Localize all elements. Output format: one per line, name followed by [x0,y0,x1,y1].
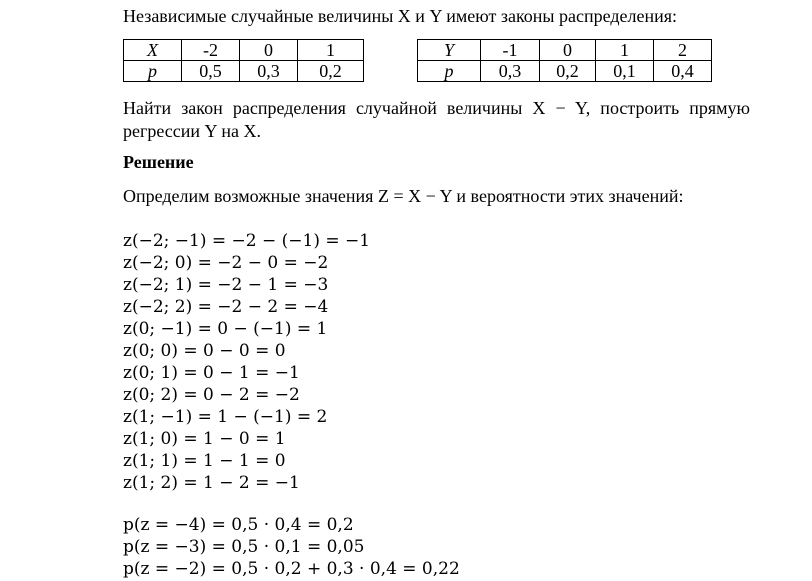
equation-line: z(−2; 2) = −2 − 2 = −4 [123,297,329,317]
equation-line: z(0; 0) = 0 − 0 = 0 [123,341,286,361]
table-cell: 0,4 [654,61,712,82]
table-cell: 0 [240,40,298,61]
equation-line: z(1; −1) = 1 − (−1) = 2 [123,407,328,427]
table-cell: 1 [298,40,364,61]
equation-line: z(−2; −1) = −2 − (−1) = −1 [123,231,371,251]
equation-line: z(0; −1) = 0 − (−1) = 1 [123,319,328,339]
table-row [418,40,712,61]
table-cell: -2 [182,40,240,61]
table-cell: -1 [481,40,540,61]
table-cell: 0 [540,40,596,61]
table-cell: 0,2 [540,61,596,82]
table-row [418,61,712,82]
define-text: Определим возможные значения Z = X − Y и вероятности этих значений: [123,186,684,206]
table-cell: 0,2 [298,61,364,82]
probability-line: p(z = −3) = 0,5 · 0,1 = 0,05 [123,537,365,557]
solution-heading: Решение [123,152,194,172]
table-cell: 1 [596,40,654,61]
table-row [124,40,364,61]
equation-line: z(1; 1) = 1 − 1 = 0 [123,451,286,471]
equation-line: z(−2; 0) = −2 − 0 = −2 [123,253,329,273]
task-text-line-1: Найти закон распределения случайной величины X − Y, построить прямую [123,98,750,118]
table-row [124,61,364,82]
table-cell: 2 [654,40,712,61]
equation-line: z(0; 1) = 0 − 1 = −1 [123,363,300,383]
table-cell: p [418,61,481,82]
table-cell: 0,3 [481,61,540,82]
table-cell: 0,1 [596,61,654,82]
distribution-table-x [123,39,364,82]
equation-line: z(1; 0) = 1 − 0 = 1 [123,429,286,449]
probability-line: p(z = −4) = 0,5 · 0,4 = 0,2 [123,515,354,535]
table-cell: X [124,40,182,61]
probability-line: p(z = −2) = 0,5 · 0,2 + 0,3 · 0,4 = 0,22 [123,559,460,579]
equation-line: z(−2; 1) = −2 − 1 = −3 [123,275,329,295]
task-text-line-2: регрессии Y на X. [123,121,262,141]
table-cell: Y [418,40,481,61]
equation-line: z(0; 2) = 0 − 2 = −2 [123,385,300,405]
table-cell: 0,5 [182,61,240,82]
table-cell: p [124,61,182,82]
equation-line: z(1; 2) = 1 − 2 = −1 [123,473,300,493]
intro-text: Независимые случайные величины X и Y имеют законы распределения: [123,6,678,26]
distribution-table-y [417,39,712,82]
table-cell: 0,3 [240,61,298,82]
